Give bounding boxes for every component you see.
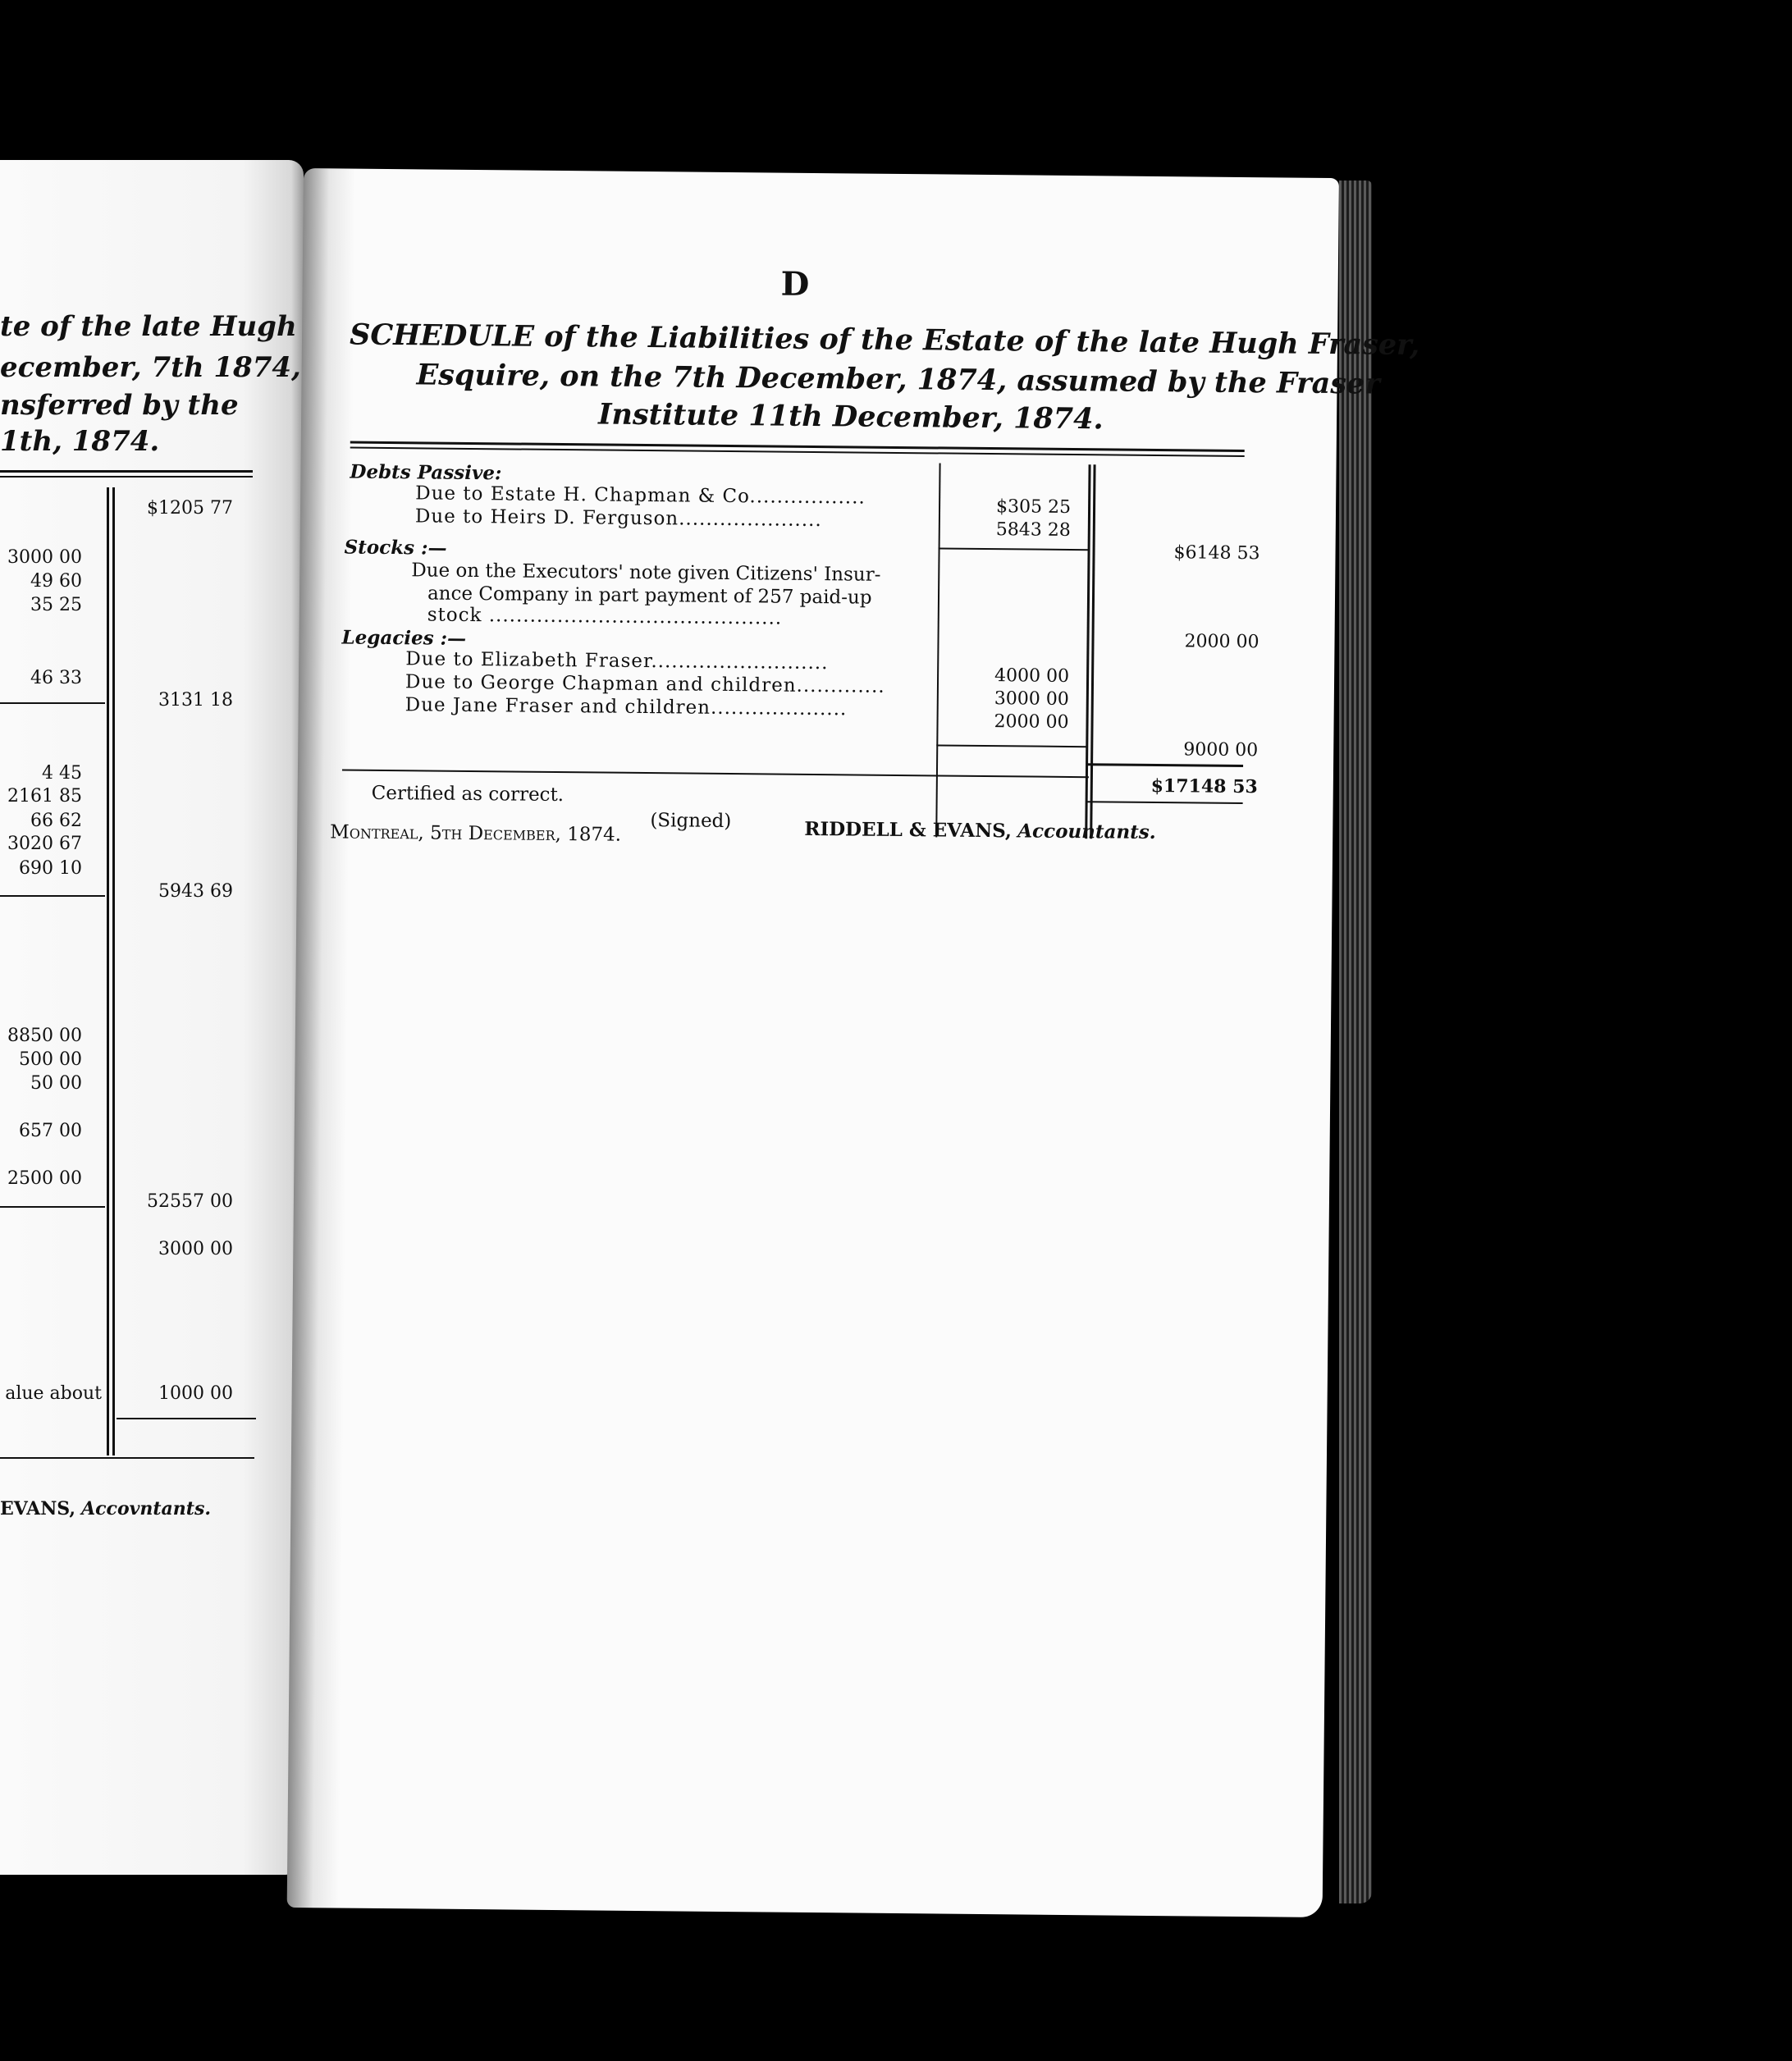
col-rule-subtotals bbox=[935, 463, 940, 837]
item-executors-line-3: stock ........................................... bbox=[427, 604, 783, 629]
left-value: 8850 00 bbox=[7, 1026, 82, 1046]
item-executors-line-2: ance Company in part payment of 257 paid-up bbox=[427, 583, 872, 609]
left-bottom-rule bbox=[0, 1457, 254, 1459]
left-col-rule-a bbox=[107, 487, 109, 1455]
left-heading-line-3: nsferred by the bbox=[0, 389, 239, 422]
col-rule-totals-b bbox=[1090, 464, 1095, 839]
grand-total-rule bbox=[1087, 801, 1243, 804]
left-value: 49 60 bbox=[30, 571, 82, 592]
schedule-title-line-1 bbox=[350, 318, 1420, 363]
section-stocks: Stocks :— bbox=[344, 536, 447, 560]
amount-george: 3000 00 bbox=[994, 688, 1069, 710]
left-heading-line-2: ecember, 7th 1874, bbox=[0, 351, 301, 384]
totals-rule bbox=[1087, 763, 1243, 767]
left-signature-role: Accovntants. bbox=[81, 1498, 212, 1519]
amount-chapman-co: $305 25 bbox=[995, 496, 1072, 518]
left-value-about: alue about bbox=[5, 1383, 102, 1404]
left-value: 4 45 bbox=[42, 763, 82, 784]
schedule-title-line-2: Esquire, on the 7th December, 1874, assumed by the Fraser bbox=[416, 358, 1380, 401]
left-total: 52557 00 bbox=[147, 1191, 233, 1212]
left-value: 3020 67 bbox=[7, 834, 82, 854]
left-signature-name: EVANS, bbox=[0, 1498, 76, 1519]
left-value: 50 00 bbox=[30, 1073, 82, 1094]
certified-text: Certified as correct. bbox=[371, 782, 565, 807]
amount-stocks-total: 2000 00 bbox=[1184, 631, 1259, 653]
left-total: $1205 77 bbox=[147, 498, 233, 519]
legacies-subtotal-rule bbox=[936, 744, 1087, 747]
amount-debts-total: $6148 53 bbox=[1173, 542, 1260, 564]
amount-elizabeth: 4000 00 bbox=[994, 665, 1070, 687]
signatory-role: Accountants. bbox=[1017, 820, 1156, 844]
schedule-title-text: of the Liabilities of the Estate of the late Hugh Fraser, bbox=[544, 319, 1420, 363]
left-heading-line-4: 1th, 1874. bbox=[0, 425, 160, 458]
item-jane: Due Jane Fraser and children.................... bbox=[405, 694, 848, 720]
left-subtotal-rule bbox=[0, 702, 105, 704]
left-value: 35 25 bbox=[30, 595, 82, 615]
left-value: 690 10 bbox=[19, 858, 82, 879]
left-total: 3000 00 bbox=[158, 1239, 233, 1259]
left-value: 657 00 bbox=[19, 1121, 82, 1141]
amount-ferguson: 5843 28 bbox=[995, 519, 1071, 541]
signed-label: (Signed) bbox=[650, 810, 732, 833]
signatory bbox=[804, 818, 1156, 843]
item-ferguson: Due to Heirs D. Ferguson..................... bbox=[414, 505, 822, 532]
signatory-name: RIDDELL & EVANS, bbox=[804, 817, 1013, 843]
section-debts-passive: Debts Passive: bbox=[350, 460, 502, 485]
left-value: 2161 85 bbox=[7, 786, 82, 807]
item-chapman-co: Due to Estate H. Chapman & Co................. bbox=[415, 482, 866, 509]
schedule-title-lead: SCHEDULE bbox=[349, 318, 535, 354]
schedule-title-line-3: Institute 11th December, 1874. bbox=[597, 397, 1104, 436]
left-value: 3000 00 bbox=[7, 547, 82, 568]
schedule-letter: D bbox=[780, 264, 810, 304]
left-subtotal-rule bbox=[0, 1206, 105, 1208]
item-elizabeth: Due to Elizabeth Fraser.......................... bbox=[405, 648, 829, 674]
table-bottom-rule bbox=[342, 769, 1089, 778]
page-edges bbox=[1339, 181, 1372, 1903]
amount-grand-total: $17148 53 bbox=[1150, 775, 1258, 798]
left-total: 1000 00 bbox=[158, 1383, 233, 1404]
left-final-rule bbox=[117, 1418, 256, 1419]
left-rule-top-2 bbox=[0, 476, 253, 478]
left-value: 46 33 bbox=[30, 668, 82, 688]
left-value: 2500 00 bbox=[7, 1168, 82, 1189]
left-subtotal-rule bbox=[0, 895, 105, 897]
left-total: 3131 18 bbox=[158, 690, 233, 711]
item-george: Due to George Chapman and children............. bbox=[405, 671, 885, 697]
left-signature bbox=[0, 1498, 211, 1519]
left-value: 66 62 bbox=[30, 811, 82, 831]
left-col-rule-b bbox=[112, 487, 115, 1455]
right-page bbox=[287, 168, 1420, 1917]
left-heading-line-1: te of the late Hugh bbox=[0, 310, 297, 343]
left-value: 500 00 bbox=[19, 1049, 82, 1070]
amount-legacies-total: 9000 00 bbox=[1183, 739, 1259, 761]
amount-jane: 2000 00 bbox=[994, 711, 1069, 733]
left-rule-top-1 bbox=[0, 470, 253, 473]
section-legacies: Legacies :— bbox=[341, 626, 467, 650]
debts-subtotal-rule bbox=[939, 547, 1090, 551]
item-executors-line-1: Due on the Executors' note given Citizens' Insur- bbox=[411, 560, 881, 586]
place-date: Montreal, 5th December, 1874. bbox=[330, 821, 622, 846]
left-total: 5943 69 bbox=[158, 881, 233, 902]
